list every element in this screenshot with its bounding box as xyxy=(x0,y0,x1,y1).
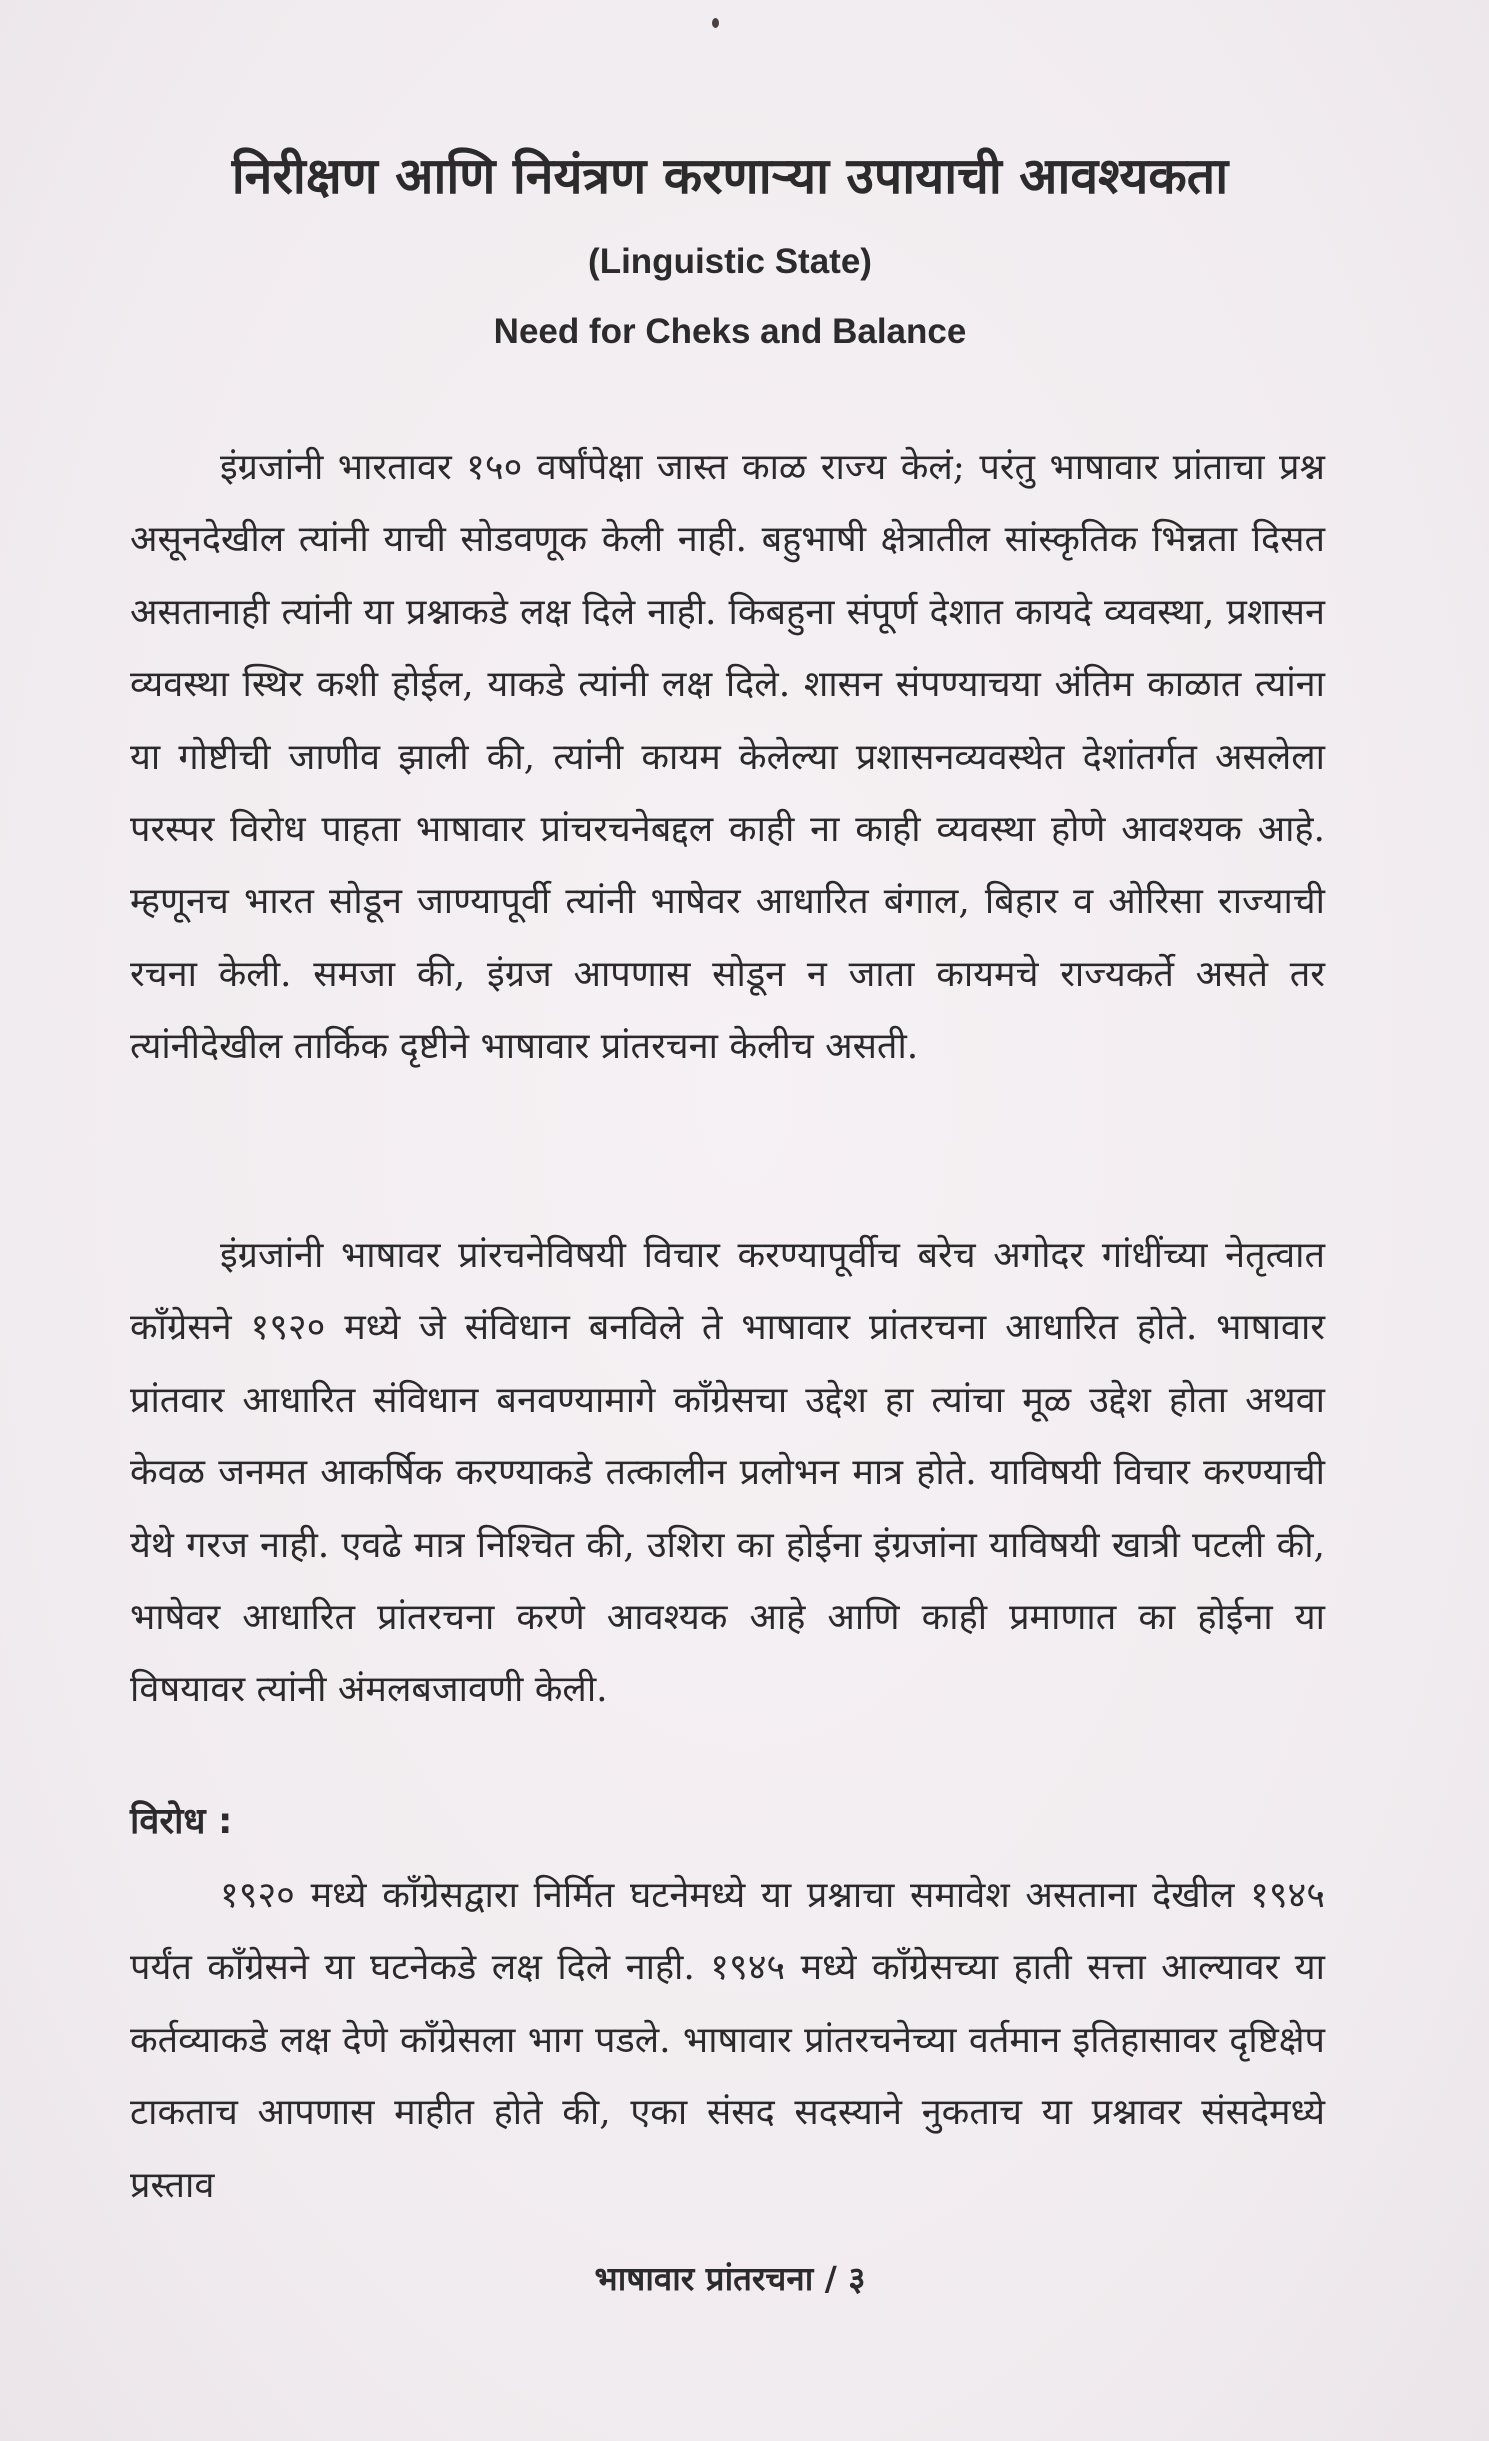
paragraph-2: इंग्रजांनी भाषावर प्रांरचनेविषयी विचार करण्यापूर्वीच बरेच अगोदर गांधींच्या नेतृत्वात काँग्रेसने १९२० मध्ये जे संविधान बनविले ते भाषावार प्रांतरचना आधारित होते. भाषावार प्रांतवार आधारित संविधान बनवण्यामागे काँग्रेसचा उद्देश हा त्यांचा मूळ उद्देश होता अथवा केवळ जनमत आकर्षिक करण्याकडे तत्कालीन प्रलोभन मात्र होते. याविषयी विचार करण्याची येथे गरज नाही. एवढे मात्र निश्चित की, उशिरा का होईना इंग्रजांना याविषयी खात्री पटली की, भाषेवर आधारित प्रांतरचना करणे आवश्यक आहे आणि काही प्रमाणात का होईना या विषयावर त्यांनी अंमलबजावणी केली. xyxy=(130,1235,1325,1711)
ink-speck xyxy=(712,18,719,28)
chapter-subtitle-english-2: Need for Cheks and Balance xyxy=(493,312,967,351)
paragraph-1: इंग्रजांनी भारतावर १५० वर्षांपेक्षा जास्त काळ राज्य केलं; परंतु भाषावार प्रांताचा प्रश्न असूनदेखील त्यांनी याची सोडवणूक केली नाही. बहुभाषी क्षेत्रातील सांस्कृतिक भिन्नता दिसत असतानाही त्यांनी या प्रश्नाकडे लक्ष दिले नाही. किबहुना संपूर्ण देशात कायदे व्यवस्था, प्रशासन व्यवस्था स्थिर कशी होईल, याकडे त्यांनी लक्ष दिले. शासन संपण्याचया अंतिम काळात त्यांना या गोष्टीची जाणीव झाली की, त्यांनी कायम केलेल्या प्रशासनव्यवस्थेत देशांतर्गत असलेला परस्पर विरोध पाहता भाषावार प्रांचरचनेबद्दल काही ना काही व्यवस्था होणे आवश्यक आहे. म्हणूनच भारत सोडून जाण्यापूर्वी त्यांनी भाषेवर आधारित बंगाल, बिहार व ओरिसा राज्याची रचना केली. समजा की, इंग्रज आपणास सोडून न जाता कायमचे राज्यकर्ते असते तर त्यांनीदेखील तार्किक दृष्टीने भाषावार प्रांतरचना केलीच असती. xyxy=(130,447,1325,1068)
chapter-subtitle-english: (Linguistic State) xyxy=(588,242,872,281)
paragraph-2-block xyxy=(130,1220,1325,1727)
paragraph-1-block xyxy=(130,432,1325,1084)
paragraph-3-block xyxy=(130,1860,1325,2222)
page-footer: भाषावार प्रांतरचना / ३ xyxy=(594,2259,866,2298)
section-heading: विरोध : xyxy=(130,1801,233,1842)
paragraph-3: १९२० मध्ये काँग्रेसद्वारा निर्मित घटनेमध्ये या प्रश्नाचा समावेश असताना देखील १९४५ पर्यंत काँग्रेसने या घटनेकडे लक्ष दिले नाही. १९४५ मध्ये काँग्रेसच्या हाती सत्ता आल्यावर या कर्तव्याकडे लक्ष देणे काँग्रेसला भाग पडले. भाषावार प्रांतरचनेच्या वर्तमान इतिहासावर दृष्टिक्षेप टाकताच आपणास माहीत होते की, एका संसद सदस्याने नुकताच या प्रश्नावर संसदेमध्ये प्रस्ताव xyxy=(130,1875,1325,2206)
chapter-title: निरीक्षण आणि नियंत्रण करणाऱ्या उपायाची आवश्यकता xyxy=(231,147,1229,205)
